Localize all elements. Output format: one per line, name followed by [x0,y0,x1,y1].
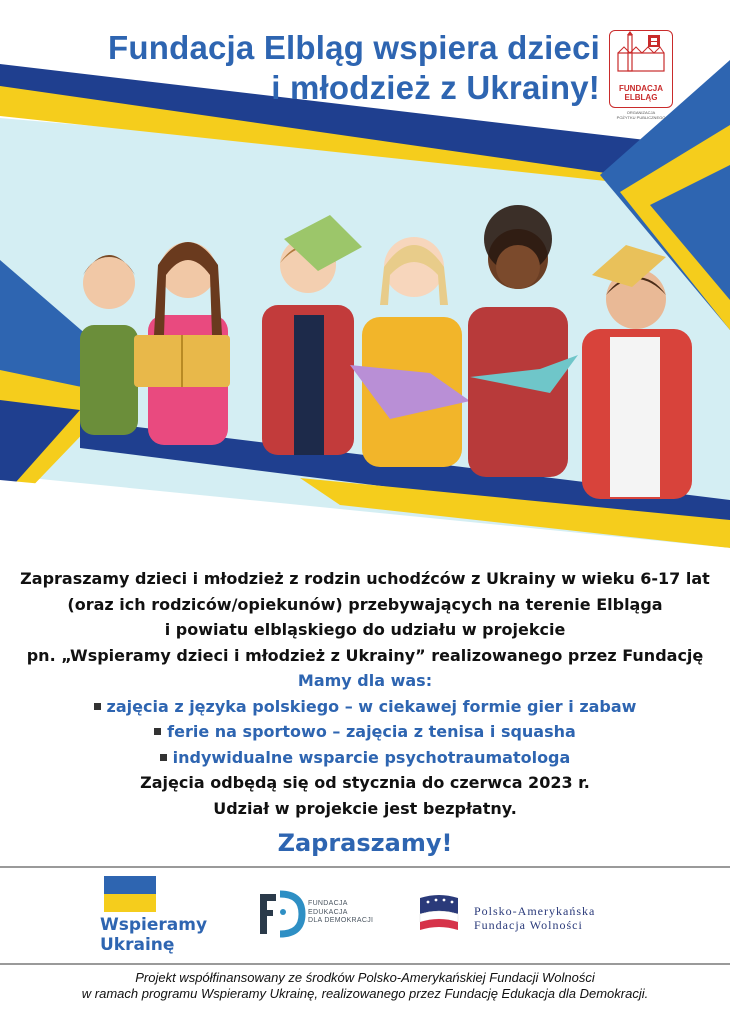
body-line: i powiatu elbląskiego do udziału w projekcie [164,620,566,639]
pafw-logo [416,892,636,942]
body-line: Zapraszamy dzieci i młodzież z rodzin uchodźców z Ukrainy w wieku 6-17 lat [20,569,710,588]
body-line: (oraz ich rodziców/opiekunów) przebywających na terenie Elbląga [67,594,663,614]
poster-title [60,28,600,108]
child-figure [262,215,362,455]
offer-item-text: indywidualne wsparcie psychotraumatologa [172,747,571,767]
logo-frame [609,30,673,108]
logo-name-line-1: FUNDACJA [619,84,663,93]
child-figure [80,255,138,435]
children-reading-books-photo [70,205,730,525]
fundacja-elblag-logo [606,30,676,128]
title-line-1: Fundacja Elbląg wspiera dzieci [108,29,600,66]
wspieramy-ukraine-logo [100,872,220,964]
pafw-logo-icon [416,892,462,934]
title-line-2: i młodzież z Ukrainy! [271,69,600,106]
castle-icon [610,31,672,79]
pafw-line-1: Polsko-Amerykańska [474,904,596,918]
offer-heading: Mamy dla was: [297,671,433,690]
wspieramy-line-2: Ukrainę [100,935,175,955]
fed-text [308,900,373,926]
child-figure [134,242,230,445]
invitation-text [0,566,730,858]
footer-line-1: Projekt współfinansowany ze środków Polsko-Amerykańskiej Fundacji Wolności [135,970,595,985]
logo-sub-line-2: POŻYTKU PUBLICZNEGO [616,115,666,120]
offer-item [0,694,730,720]
offer-item [0,745,730,771]
body-line: pn. „Wspieramy dzieci i młodzież z Ukrainy” realizowanego przez Fundację [26,645,704,665]
offer-item [0,719,730,745]
logo-name-line-2: ELBLĄG [624,93,658,102]
fed-logo-icon [258,888,306,940]
bullet-icon [160,754,167,761]
footer-line-2: w ramach programu Wspieramy Ukrainę, realizowanego przez Fundację Edukacja dla Demokracji. [81,985,649,1001]
funding-note [0,970,730,1001]
logo-sub-line-1: ORGANIZACJA [626,110,656,115]
divider [0,866,730,868]
fed-line-2: EDUKACJA [308,908,348,916]
pafw-line-2: Fundacja Wolności [474,918,583,932]
bullet-icon [154,728,161,735]
free-line: Udział w projekcie jest bezpłatny. [213,798,517,818]
invite-heading: Zapraszamy! [277,829,453,857]
child-figure [468,205,578,477]
divider [0,963,730,965]
pafw-text [474,904,595,932]
offer-item-text: ferie na sportowo – zajęcia z tenisa i squasha [167,722,576,741]
fed-logo [258,888,398,948]
child-figure [350,237,470,467]
fed-line-3: DLA DEMOKRACJI [308,917,374,924]
offer-item-text: zajęcia z języka polskiego – w ciekawej formie gier i zabaw [106,696,637,716]
wspieramy-line-1: Wspieramy [100,915,208,935]
bullet-icon [94,703,101,710]
fed-line-1: FUNDACJA [308,900,348,907]
child-figure [582,245,692,499]
ukraine-flag-icon [100,876,220,912]
dates-line: Zajęcia odbędą się od stycznia do czerwca 2023 r. [140,773,590,792]
